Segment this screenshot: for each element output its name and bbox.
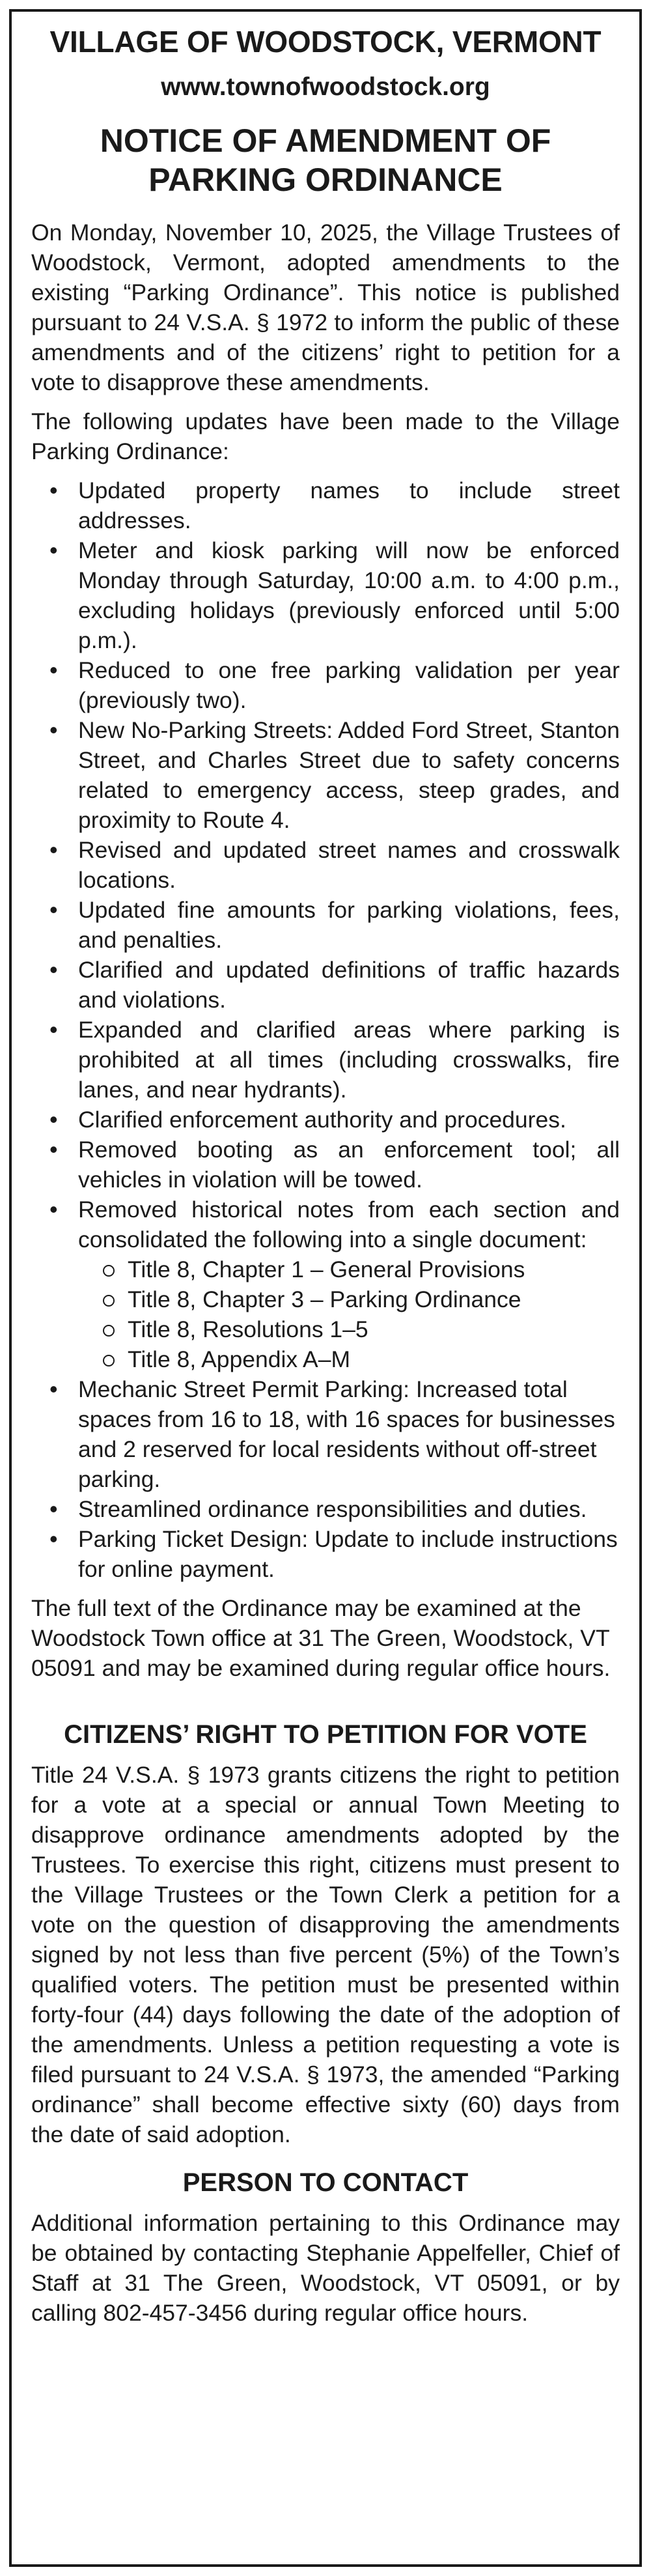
consolidated-doc-item: Title 8, Resolutions 1–5	[100, 1314, 620, 1344]
update-item: • New No-Parking Streets: Added Ford Street, Stanton Street, and Charles Street due to safety concerns related to emergency access, steep grades, and proximity to Route 4.	[49, 715, 620, 835]
update-item: • Removed booting as an enforcement tool; all vehicles in violation will be towed.	[49, 1135, 620, 1195]
consolidated-docs-list	[78, 1254, 620, 1374]
update-item: • Meter and kiosk parking will now be enforced Monday through Saturday, 10:00 a.m. to 4:00 p.m., excluding holidays (previously enforced until 5:00 p.m.).	[49, 535, 620, 655]
update-item: • Updated fine amounts for parking violations, fees, and penalties.	[49, 895, 620, 955]
update-item-text: Removed historical notes from each section and consolidated the following into a single document:	[78, 1196, 620, 1253]
updates-lead: The following updates have been made to the Village Parking Ordinance:	[31, 408, 620, 464]
petition-body: Title 24 V.S.A. § 1973 grants citizens the right to petition for a vote at a special or annual Town Meeting to disapprove ordinance amendments adopted by the Trustees. To exercise this right, citizens must present to the Village Trustees or the Town Clerk a petition for a vote on the question of disapproving the amendments signed by not less than five percent (5%) of the Town’s qualified voters. The petition must be presented within forty-four (44) days following the date of the adoption of the amendments. Unless a petition requesting a vote is filed pursuant to 24 V.S.A. § 1973, the amended “Parking ordinance” shall become effective sixty (60) days from the date of said adoption.	[31, 1762, 620, 2147]
updates-list	[31, 475, 620, 1584]
consolidated-doc-item: Title 8, Appendix A–M	[100, 1344, 620, 1374]
update-item: • Mechanic Street Permit Parking: Increased total spaces from 16 to 18, with 16 spaces for businesses and 2 reserved for local residents without off-street parking.	[49, 1374, 620, 1494]
consolidated-doc-item: Title 8, Chapter 1 – General Provisions	[100, 1254, 620, 1284]
contact-heading: PERSON TO CONTACT	[182, 2168, 469, 2197]
notice-title-line1: NOTICE OF AMENDMENT OF	[100, 122, 551, 159]
notice-title-line2: PARKING ORDINANCE	[148, 162, 503, 198]
update-item: • Reduced to one free parking validation per year (previously two).	[49, 655, 620, 715]
intro-paragraph: On Monday, November 10, 2025, the Village Trustees of Woodstock, Vermont, adopted amendments to the existing “Parking Ordinance”. This notice is published pursuant to 24 V.S.A. § 1972 to inform the public of these amendments and of the citizens’ right to petition for a vote to disapprove these amendments.	[31, 219, 620, 395]
update-item: • Parking Ticket Design: Update to include instructions for online payment.	[49, 1524, 620, 1584]
contact-body: Additional information pertaining to this Ordinance may be obtained by contacting Stephanie Appelfeller, Chief of Staff at 31 The Green, Woodstock, VT 05091, or by calling 802-457-3456 during regular office hours.	[31, 2210, 620, 2326]
update-item: • Clarified and updated definitions of traffic hazards and violations.	[49, 955, 620, 1015]
update-item: • Clarified enforcement authority and procedures.	[49, 1105, 620, 1135]
update-item: • Revised and updated street names and crosswalk locations.	[49, 835, 620, 895]
village-name: VILLAGE OF WOODSTOCK, VERMONT	[49, 25, 602, 59]
update-item: • Expanded and clarified areas where parking is prohibited at all times (including crosswalks, fire lanes, and near hydrants).	[49, 1015, 620, 1105]
petition-heading: CITIZENS’ RIGHT TO PETITION FOR VOTE	[64, 1720, 587, 1749]
update-item: • Updated property names to include street addresses.	[49, 475, 620, 535]
update-item-consolidation	[49, 1195, 620, 1374]
consolidated-doc-item: Title 8, Chapter 3 – Parking Ordinance	[100, 1284, 620, 1314]
full-text-note: The full text of the Ordinance may be examined at the Woodstock Town office at 31 The Green, Woodstock, VT 05091 and may be examined during regular office hours.	[31, 1595, 611, 1681]
notice-title	[31, 121, 620, 199]
website-link[interactable]: www.townofwoodstock.org	[161, 73, 490, 101]
update-item: • Streamlined ordinance responsibilities and duties.	[49, 1494, 620, 1524]
legal-notice	[9, 9, 642, 2567]
